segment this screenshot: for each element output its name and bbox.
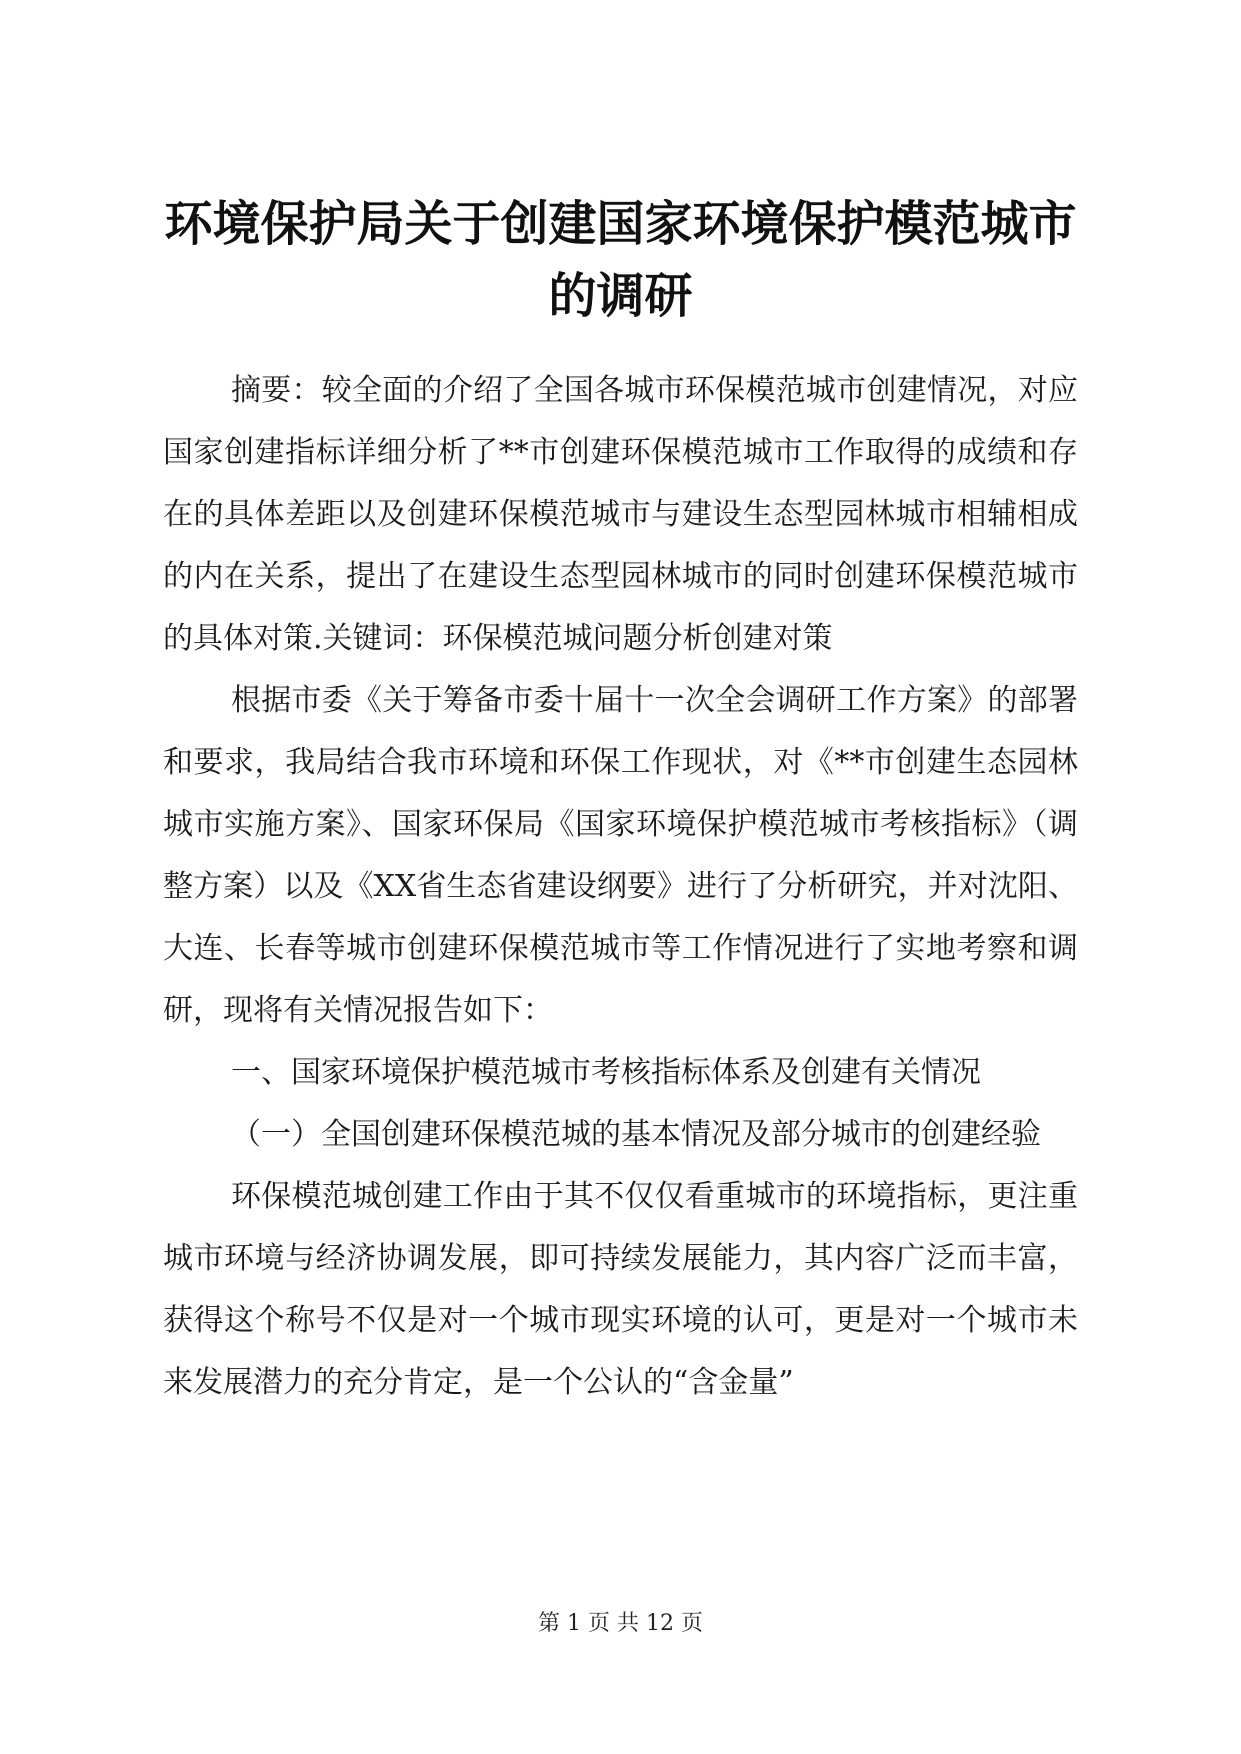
abstract-paragraph: 摘要：较全面的介绍了全国各城市环保模范城市创建情况，对应国家创建指标详细分析了**市创建环保模范城市工作取得的成绩和存在的具体差距以及创建环保模范城市与建设生态型园林城市相辅相成的内在关系，提出了在建设生态型园林城市的同时创建环保模范城市的具体对策.关键词：环保模范城问题分析创建对策 (163, 373, 1078, 656)
document-body (163, 360, 1078, 1414)
body-paragraph: 环保模范城创建工作由于其不仅仅看重城市的环境指标，更注重城市环境与经济协调发展，即可持续发展能力，其内容广泛而丰富，获得这个称号不仅是对一个城市现实环境的认可，更是对一个城市未来发展潜力的充分肯定，是一个公认的“含金量” (163, 1179, 1078, 1400)
intro-paragraph: 根据市委《关于筹备市委十届十一次全会调研工作方案》的部署和要求，我局结合我市环境和环保工作现状，对《**市创建生态园林城市实施方案》、国家环保局《国家环境保护模范城市考核指标》（调整方案）以及《XX省生态省建设纲要》进行了分析研究，并对沈阳、大连、长春等城市创建环保模范城市等工作情况进行了实地考察和调研，现将有关情况报告如下： (163, 683, 1078, 1028)
section-heading-1: 一、国家环境保护模范城市考核指标体系及创建有关情况 (231, 1055, 981, 1090)
subsection-heading-1: （一）全国创建环保模范城的基本情况及部分城市的创建经验 (231, 1117, 1041, 1152)
page-footer: 第 1 页 共 12 页 (538, 1611, 703, 1636)
document-title: 环境保护局关于创建国家环境保护模范城市的调研 (164, 196, 1077, 324)
